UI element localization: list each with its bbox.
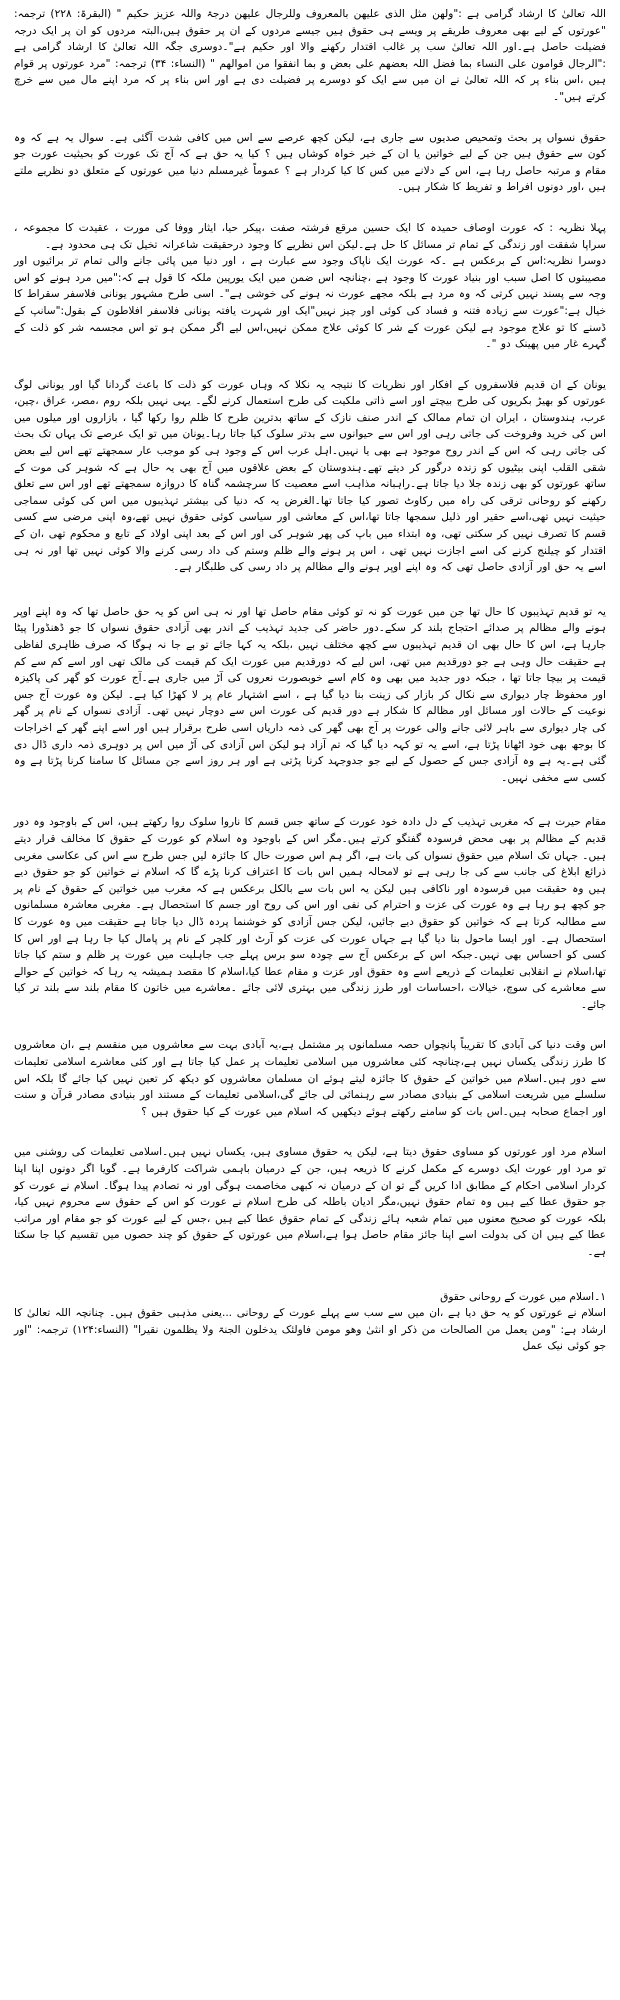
paragraph-second-view: دوسرا نظریہ:اس کے برعکس ہے ۔کہ عورت ایک ناپاک وجود سے عبارت ہے ، اور دنیا میں پائی جانے والی تمام تر برائیوں اور مصیبتوں کا اصل سبب اور بنیاد عورت کا وجود ہے ،چنانچہ اس ضمن میں ایک یورپین ملکہ کا قول ہے کہ:"میں مرد ہونے کو اس وجہ سے پسند نہیں کرتی کہ وہ مرد ہے بلکہ مجھے عورت نہ ہونے کی خوشی ہے"۔ اسی طرح مشہور یونانی فلاسفر سقراط کا خیال ہے:"عورت سے زیادہ فتنہ و فساد کی کوئی اور چیز نہیں"ایک اور شہرت یافتہ یونانی فلاسفر افلاطون کے بقول:"سانپ کے ڈسنے کا تو علاج موجود ہے لیکن عورت کے شر کا کوئی علاج ممکن نہیں،اس لیے اگر ممکن ہو تو اس مجسمہ شر کو ذلت کے گہرے غار میں پھینک دو "۔: [14, 255, 606, 351]
paragraph-equal-rights: اسلام مرد اور عورتوں کو مساوی حقوق دیتا ہے، لیکن یہ حقوق مساوی ہیں، یکساں نہیں ہیں۔اسلامی تعلیمات کی روشنی میں تو مرد اور عورت ایک دوسرے کے مکمل کرنے کا ذریعہ ہیں، جن کے درمیان باہمی شراکت کارفرما ہے۔ گویا اگر دونوں اپنا اپنا کردار اسلامی احکام کے مطابق ادا کریں گے تو ان کے درمیان نہ کبھی مخاصمت ہوگی اور نہ تصادم پیدا ہوگا۔ اسلام نے عورت کو جو حقوق عطا کیے ہیں وہ تمام حقوق نہیں،مگر ادیان باطلہ کی طرح اسلام نے عورت کو اس کے حقوق سے محروم نہیں کیا، بلکہ عورت کو صحیح معنوں میں تمام شعبہ ہائے زندگی کے تمام حقوق عطا کیے ہیں ،جس کے لیے عورت کو جو مقام اور مراتب عطا کیے ہیں ان کی بدولت اسے اپنا جائز مقام حاصل ہوا ہے،اسلام میں عورتوں کے حقوق کو چند حصوں میں تقسیم کیا جا سکتا ہے۔: [14, 1146, 606, 1258]
paragraph-quran-verses: اللہ تعالیٰ کا ارشاد گرامی ہے :"ولھن مثل الذی علیھن بالمعروف وللرجال علیھن درجۃ واللہ عزیز حکیم " (البقرۃ: ۲۲۸) ترجمہ: "عورتوں کے لیے بھی معروف طریقے پر ویسے ہی حقوق ہیں جیسے مردوں کے ان پر حقوق ہیں،البتہ مردوں کو ان پر ایک درجہ فضیلت حاصل ہے۔اور اللہ تعالیٰ سب پر غالب اقتدار رکھنے والا اور حکیم ہے"۔دوسری جگہ اللہ تعالیٰ کا ارشاد گرامی ہے :"الرجال قوامون علی النساء بما فضل اللہ بعضھم علی بعض و بما انفقوا من اموالھم " (النساء: ۳۴) ترجمہ: "مرد عورتوں پر قوام ہیں ،اس بناء پر کہ اللہ تعالیٰ نے ان میں سے ایک کو دوسرے پر فضیلت دی ہے اور اس بناء پر کہ مرد اپنے مال میں سے خرچ کرتے ہیں"۔: [14, 8, 607, 103]
paragraph-spiritual-rights: اسلام نے عورتوں کو یہ حق دیا ہے ،ان میں سے سب سے پہلے عورت کے روحانی ...یعنی مذہبی حقوق ہیں۔ چنانچہ اللہ تعالیٰ کا ارشاد ہے: "ومن یعمل من الصالحات من ذکر او انثیٰ وھو مومن فاولئک یدخلون الجنۃ ولا یظلمون نقیرا" (النساء:۱۲۴) ترجمہ: "اور جو کوئی نیک عمل: [14, 1307, 606, 1353]
paragraph-womens-rights-debate: حقوق نسواں پر بحث وتمحیص صدیوں سے جاری ہے، لیکن کچھ عرصے سے اس میں کافی شدت آگئی ہے۔ سوال یہ ہے کہ وہ کون سے حقوق ہیں جن کے لیے خواتین یا ان کے خیر خواہ کوشاں ہیں ؟ کیا یہ حق ہے کہ آج تک عورت کو بحیثیت عورت جو مقام و مرتبہ حاصل رہا ہے، اس کے دلانے میں کس کا کیا کردار ہے ؟ عموماً غیرمسلم دنیا میں عورتوں کے متعلق دو نظریے ملتے ہیں ،اور دونوں افراط و تفریط کا شکار ہیں۔: [14, 131, 606, 194]
paragraph-western-critique: مقام حیرت ہے کہ مغربی تہذیب کے دل دادہ خود عورت کے ساتھ جس قسم کا ناروا سلوک روا رکھتے ہیں، اس کے باوجود وہ دور قدیم کے مظالم پر بھی محض فرسودہ گفتگو کرتے ہیں۔مگر اس کے باوجود وہ اسلام کو عورت کے حقوق کا مخالف قرار دیتے ہیں۔ جہاں تک اسلام میں حقوق نسواں کی بات ہے، اگر ہم اس صورت حال کا جائزہ لیں جس طرح سے اس کی عکاسی مغربی ذرائع ابلاغ کی جانب سے کی جا رہی ہے تو لامحالہ ہمیں اس بات کا اعتراف کرنا پڑے گا کہ اسلام نے خواتین کو جو حقوق دیے ہیں وہ حقیقت میں فرسودہ اور ناکافی ہیں لیکن یہ اس بات سے بالکل برعکس ہے کہ مغرب میں خواتین کے حقوق کے نام پر جو کچھ ہو رہا ہے وہ عورت کی عزت و احترام کی نفی اور اس کی روح اور جسم کا استحصال ہے۔ مغربی معاشرہ مسلمانوں سے مطالبہ کرتا ہے کہ خواتین کو حقوق دیے جائیں، لیکن جس آزادی کو خوشنما پردہ ڈال دیا جاتا ہے حقیقت میں وہ عورت کا استحصال ہے۔ اور ایسا ماحول بنا دیا گیا ہے جہاں عورت کی عزت کو آرٹ اور کلچر کے نام پر پامال کیا جا رہا ہے اور اس کا کسی کو احساس بھی نہیں۔جبکہ اس کے برعکس آج سے چودہ سو برس پہلے جب جاہلیت میں عورت پر ظلم و ستم کیا جاتا تھا،اسلام نے انقلابی تعلیمات کے ذریعے اسے وہ حقوق اور عزت و مقام عطا کیا،اسلام کا مقصد ہمیشہ یہ رہا کہ خواتین کے حوالے سے معاشرے کی سوچ، خیالات ،احساسات اور طرز زندگی میں بہتری لائی جائے ۔معاشرے میں خاتون کا مقام بلند سے بلند تر کیا جائے۔: [14, 816, 606, 1011]
paragraph-first-view: پہلا نظریہ : کہ عورت اوصاف حمیدہ کا ایک حسین مرقع فرشتہ صفت ،پیکر حیا، ایثار ووفا کی مورت ، عقیدت کا مجموعہ ، سراپا شفقت اور زندگی کے تمام تر مسائل کا حل ہے۔لیکن اس نظریے کا وجود درحقیقت شاعرانہ تخیل تک ہی محدود ہے۔: [14, 221, 606, 251]
section-heading: ۱۔اسلام میں عورت کے روحانی حقوق: [440, 1290, 606, 1303]
paragraph-modern-civilization: یہ تو قدیم تہذیبوں کا حال تھا جن میں عورت کو نہ تو کوئی مقام حاصل تھا اور نہ ہی اس کو یہ حق حاصل تھا کہ وہ اپنے اوپر ہونے والے مظالم پر صدائے احتجاج بلند کر سکے۔دور حاضر کی جدید تہذیب کے اندر بھی آزادی حقوق نسواں کا جو ڈھنڈورا پیٹا جارہا ہے، اس کا حال بھی ان قدیم تہذیبوں سے کچھ مختلف نہیں ،بلکہ یہ کہا جائے تو بے جا نہ ہوگا کہ صرف ظاہری لفاظی ہے حقیقت حال وہی ہے جو دورقدیم میں تھی، اس لیے کہ دورقدیم میں عورت ایک کم قیمت کی مالک تھی اور اسے کم سے کم قیمت پر بیچا جاتا تھا ، جبکہ دور جدید میں بھی وہ کام اسے خوبصورت نعروں کی آڑ میں جاری ہے۔آج عورت کو گھر کی پاکیزہ اور محفوظ چار دیواری سے نکال کر بازار کی زینت بنا دیا گیا ہے ، اسے اشتہار عام پر لا کھڑا کیا ہے۔ لیکن وہ عورت آج جس نوعیت کے حالات اور مسائل اور مظالم کا شکار ہے دور قدیم کی عورت اس سے دوچار نہیں تھی۔ آزادی نسواں کے نام پر گھر کی چار دیواری سے باہر لائی جانے والی عورت پر آج بھی گھر کی ذمہ داریاں اسی طرح برقرار ہیں اور اسے اپنے گھر کے اخراجات کا بوجھ بھی خود اٹھانا پڑتا ہے، اسے یہ تو کہہ دیا گیا کہ تم آزاد ہو لیکن اس آزادی کی آڑ میں اس پر دوہری ذمہ داری ڈال دی گئی ہے۔یہ ہے وہ آزادی جس کے حصول کے لیے جو جدوجہد کرنا پڑتی ہے اور ہر روز اسے جن مسائل کا سامنا کرنا پڑتا ہے وہ کسی سے مخفی نہیں۔: [14, 605, 606, 784]
paragraph-ancient-civilizations: یونان کے ان قدیم فلاسفروں کے افکار اور نظریات کا نتیجہ یہ نکلا کہ وہاں عورت کو ذلت کا باعث گردانا گیا اور یونانی لوگ عورتوں کو بھیڑ بکریوں کی طرح بیچتے اور اسے ذاتی ملکیت کی طرح استعمال کرنے لگے۔ یہی نہیں بلکہ روم ،مصر، عراق ،چین، عرب، ہندوستان ، ایران ان تمام ممالک کے اندر صنف نازک کے ساتھ بدترین طرح کا ظلم روا رکھا گیا ، بازاروں اور میلوں میں اس کی خرید وفروخت کی جاتی رہی اور اس سے حیوانوں سے بدتر سلوک کیا جاتا رہا۔یونان میں تو ایک عرصے تک یہاں تک بحث کی جاتی رہی کہ اس کے اندر روح موجود ہے بھی یا نہیں۔اہل عرب اس کے وجود ہی کو موجب عار سمجھتے تھے اس لیے بعض شقی القلب اپنی بیٹیوں کو زندہ درگور کر دیتے تھے۔ہندوستان کے بعض علاقوں میں آج بھی یہ حال ہے کہ شوہر کی موت کے ساتھ عورتوں کو بھی زندہ جلا دیا جاتا ہے۔راہبانہ مذاہب اسے معصیت کا سرچشمہ گناہ کا دروازہ سمجھتے تھے اور اس سے تعلق رکھنے کو روحانی ترقی کی راہ میں رکاوٹ تصور کیا جاتا تھا۔الغرض یہ کہ دنیا کی بیشتر تہذیبوں میں اس کی کوئی سماجی حیثیت نہیں تھی،اسے حقیر اور ذلیل سمجھا جاتا تھا،اس کے معاشی اور سیاسی کوئی حقوق نہیں تھے،وہ اپنی مرضی سے کسی قسم کا تصرف نہیں کر سکتی تھی، وہ ابتداء میں باپ کی پھر شوہر کی اور اس کے بعد اپنی اولاد کے تابع و محکوم تھی ،ان کے اقتدار کو چیلنج کرنے کی اسے اجازت نہیں تھی ، اس پر ہونے والے ظلم وستم کی داد رسی کرنے والا کوئی نہیں تھا اور نہ ہی اسے یہ حق اور آزادی حاصل تھی کہ وہ اپنے اوپر ہونے والے مظالم پر داد رسی کی طلبگار ہے۔: [14, 378, 606, 574]
paragraph-muslim-population: اس وقت دنیا کی آبادی کا تقریباً پانچواں حصہ مسلمانوں پر مشتمل ہے،یہ آبادی بہت سے معاشروں میں منقسم ہے ،ان معاشروں کا طرز زندگی یکساں نہیں ہے،چنانچہ کئی معاشروں میں اسلامی تعلیمات پر عمل کیا جاتا ہے اور کئی معاشرے اسلامی تعلیمات سے دور ہیں۔اسلام میں خواتین کے حقوق کا جائزہ لیتے ہوئے ان مسلمان معاشروں کو دیکھ کر تعین نہیں کیا جائے گا بلکہ اس سلسلے میں شریعت اسلامی کے بنیادی مصادر سے رہنمائی لی جائے گی،اسلامی تعلیمات کے مستند اور بنیادی مصادر قرآن و سنت اور اجماع صحابہ ہیں۔اس بات کو سامنے رکھتے ہوئے دیکھیں کہ اسلام میں عورت کے کیا حقوق ہیں ؟: [14, 1039, 606, 1118]
